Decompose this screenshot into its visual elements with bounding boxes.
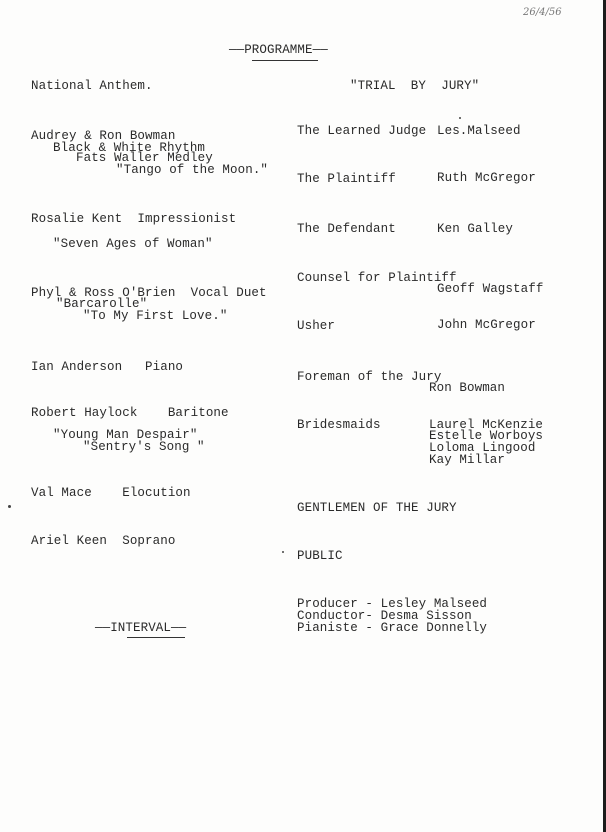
act-performer: Robert Haylock Baritone: [31, 406, 229, 420]
cast-actor: Geoff Wagstaff: [437, 282, 544, 296]
act-piece: "Seven Ages of Woman": [53, 237, 213, 251]
cast-role: Counsel for Plaintiff: [297, 271, 457, 285]
ink-speck: [459, 117, 461, 119]
act-piece: "Tango of the Moon.": [116, 163, 269, 177]
cast-actor: Les.Malseed: [437, 124, 521, 138]
programme-heading: ——PROGRAMME——: [229, 43, 328, 57]
bridesmaid-name: Loloma Lingood: [429, 441, 536, 455]
act-performer: Rosalie Kent Impressionist: [31, 212, 237, 226]
cast-role: Usher: [297, 319, 336, 333]
bridesmaid-name: Laurel McKenzie: [429, 418, 544, 432]
act-performer: Phyl & Ross O'Brien Vocal Duet: [31, 286, 267, 300]
act-performer: Ariel Keen Soprano: [31, 534, 176, 548]
interval-heading: ——INTERVAL——: [95, 621, 187, 635]
cast-role: The Plaintiff: [297, 172, 396, 186]
credit-line: Conductor- Desma Sisson: [297, 609, 472, 623]
operetta-title: "TRIAL BY JURY": [350, 79, 480, 93]
cast-role: The Defendant: [297, 222, 396, 236]
bridesmaid-name: Kay Millar: [429, 453, 506, 467]
public-heading: PUBLIC: [297, 549, 343, 563]
act-performer: Audrey & Ron Bowman: [31, 129, 176, 143]
bridesmaid-name: Estelle Worboys: [429, 429, 544, 443]
cast-actor: Ron Bowman: [429, 381, 506, 395]
ink-speck: [8, 505, 11, 508]
cast-actor: John McGregor: [437, 318, 536, 332]
interval-underline: [127, 637, 185, 638]
act-piece: Fats Waller Medley: [76, 151, 213, 165]
cast-actor: Ken Galley: [437, 222, 514, 236]
bridesmaids-label: Bridesmaids: [297, 418, 381, 432]
act-piece: "To My First Love.": [83, 309, 228, 323]
act-piece: "Barcarolle": [56, 297, 148, 311]
ink-speck: [282, 551, 284, 553]
act-performer: Ian Anderson Piano: [31, 360, 184, 374]
handwritten-date: 26/4/56: [523, 7, 562, 18]
act-performer: Val Mace Elocution: [31, 486, 191, 500]
national-anthem: National Anthem.: [31, 79, 153, 93]
act-piece: "Young Man Despair": [53, 428, 198, 442]
gentlemen-of-the-jury: GENTLEMEN OF THE JURY: [297, 501, 457, 515]
act-piece: Black & White Rhythm: [53, 141, 206, 155]
act-piece: "Sentry's Song ": [83, 440, 205, 454]
credit-line: Producer - Lesley Malseed: [297, 597, 488, 611]
cast-actor: Ruth McGregor: [437, 171, 536, 185]
heading-underline: [252, 60, 318, 61]
credit-line: Pianiste - Grace Donnelly: [297, 621, 488, 635]
cast-role: The Learned Judge: [297, 124, 427, 138]
cast-role: Foreman of the Jury: [297, 370, 442, 384]
